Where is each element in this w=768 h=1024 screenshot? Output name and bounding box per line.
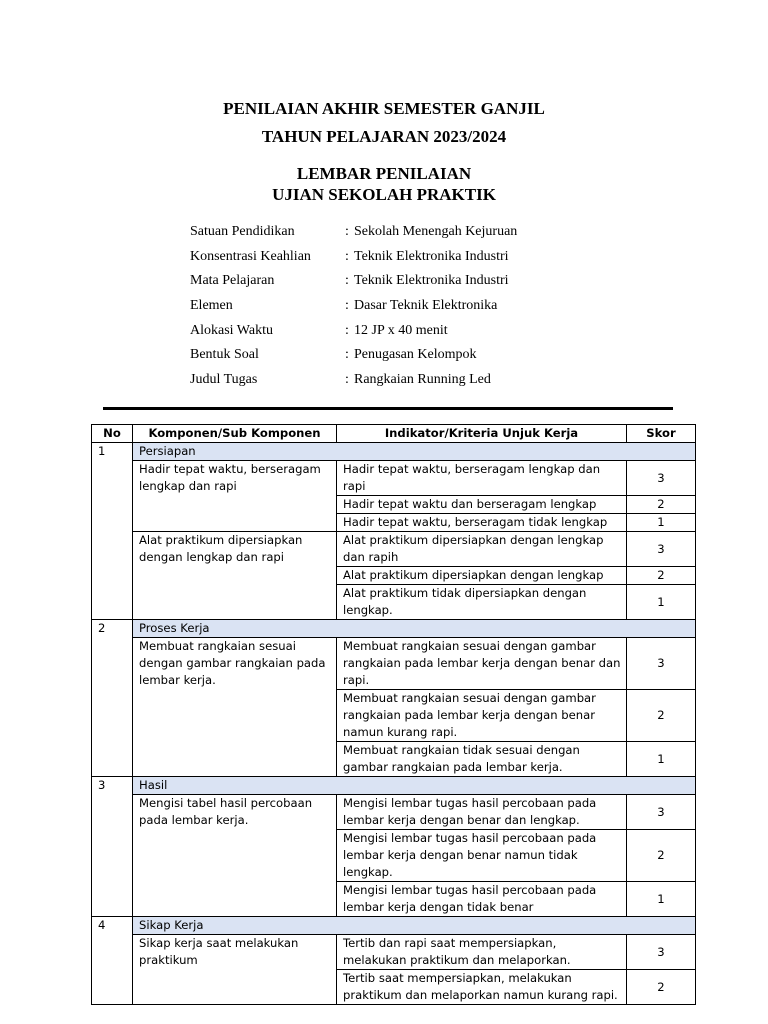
criteria-cell: Mengisi lembar tugas hasil percobaan pada lembar kerja dengan benar dan lengkap. (337, 795, 627, 830)
info-block (190, 224, 517, 397)
component-cell: Alat praktikum dipersiapkan dengan lengkap dan rapi (133, 532, 337, 620)
score-cell: 1 (627, 514, 696, 532)
component-cell: Sikap kerja saat melakukan praktikum (133, 935, 337, 1005)
info-row (190, 323, 517, 348)
academic-year: TAHUN PELAJARAN 2023/2024 (261, 127, 507, 146)
info-row (190, 298, 517, 323)
component-cell: Hadir tepat waktu, berseragam lengkap dan rapi (133, 461, 337, 532)
table-header-row (92, 425, 696, 443)
col-header-score: Skor (627, 425, 696, 443)
col-header-indicator: Indikator/Kriteria Unjuk Kerja (337, 425, 627, 443)
criteria-cell: Alat praktikum tidak dipersiapkan dengan lengkap. (337, 585, 627, 620)
score-cell: 1 (627, 742, 696, 777)
exam-title: PENILAIAN AKHIR SEMESTER GANJIL (223, 99, 545, 118)
info-value: Rangkaian Running Led (354, 372, 491, 388)
info-value: Penugasan Kelompok (354, 347, 477, 363)
score-cell: 3 (627, 935, 696, 970)
criteria-cell: Mengisi lembar tugas hasil percobaan pada lembar kerja dengan benar namun tidak lengkap. (337, 830, 627, 882)
info-value: 12 JP x 40 menit (354, 322, 448, 338)
section-number: 2 (92, 620, 133, 777)
criteria-cell: Alat praktikum dipersiapkan dengan lengkap dan rapih (337, 532, 627, 567)
info-label: Elemen (190, 298, 233, 314)
info-row (190, 372, 517, 397)
col-header-component: Komponen/Sub Komponen (133, 425, 337, 443)
table-row (92, 532, 696, 567)
assessment-table (91, 424, 696, 1005)
criteria-cell: Hadir tepat waktu, berseragam tidak lengkap (337, 514, 627, 532)
info-row (190, 273, 517, 298)
info-value: Sekolah Menengah Kejuruan (354, 224, 518, 239)
info-label: Satuan Pendidikan (190, 224, 295, 239)
table-row (92, 795, 696, 830)
section-title: Hasil (133, 777, 696, 795)
info-row (190, 249, 517, 274)
sheet-subtitle: UJIAN SEKOLAH PRAKTIK (272, 185, 496, 204)
info-label: Konsentrasi Keahlian (190, 248, 311, 264)
score-cell: 2 (627, 496, 696, 514)
section-number: 1 (92, 443, 133, 620)
info-separator: : (345, 248, 349, 264)
criteria-cell: Membuat rangkaian sesuai dengan gambar rangkaian pada lembar kerja dengan benar namun kurang rapi. (337, 690, 627, 742)
table-row (92, 917, 696, 935)
section-title: Persiapan (133, 443, 696, 461)
criteria-cell: Membuat rangkaian tidak sesuai dengan gambar rangkaian pada lembar kerja. (337, 742, 627, 777)
info-value: Teknik Elektronika Industri (354, 273, 509, 289)
info-label: Alokasi Waktu (190, 322, 273, 338)
info-value: Dasar Teknik Elektronika (354, 298, 498, 314)
criteria-cell: Hadir tepat waktu, berseragam lengkap dan rapi (337, 461, 627, 496)
section-title: Proses Kerja (133, 620, 696, 638)
score-cell: 2 (627, 970, 696, 1005)
score-cell: 3 (627, 461, 696, 496)
info-separator: : (345, 298, 349, 314)
info-row (190, 347, 517, 372)
info-value: Teknik Elektronika Industri (354, 248, 509, 264)
divider (103, 407, 673, 410)
table-row (92, 638, 696, 690)
criteria-cell: Mengisi lembar tugas hasil percobaan pada lembar kerja dengan tidak benar (337, 882, 627, 917)
criteria-cell: Hadir tepat waktu dan berseragam lengkap (337, 496, 627, 514)
score-cell: 2 (627, 690, 696, 742)
info-label: Mata Pelajaran (190, 273, 275, 289)
criteria-cell: Tertib saat mempersiapkan, melakukan praktikum dan melaporkan namun kurang rapi. (337, 970, 627, 1005)
info-separator: : (345, 273, 349, 289)
table-row (92, 461, 696, 496)
info-separator: : (345, 322, 349, 338)
section-number: 4 (92, 917, 133, 1005)
score-cell: 1 (627, 585, 696, 620)
info-separator: : (345, 224, 349, 239)
score-cell: 2 (627, 567, 696, 585)
table-row (92, 620, 696, 638)
score-cell: 1 (627, 882, 696, 917)
criteria-cell: Tertib dan rapi saat mempersiapkan, melakukan praktikum dan melaporkan. (337, 935, 627, 970)
component-cell: Mengisi tabel hasil percobaan pada lembar kerja. (133, 795, 337, 917)
info-label: Bentuk Soal (190, 347, 259, 363)
sheet-title: LEMBAR PENILAIAN (296, 164, 472, 183)
info-label: Judul Tugas (190, 372, 258, 388)
score-cell: 3 (627, 638, 696, 690)
component-cell: Membuat rangkaian sesuai dengan gambar rangkaian pada lembar kerja. (133, 638, 337, 777)
score-cell: 2 (627, 830, 696, 882)
info-row (190, 224, 517, 249)
score-cell: 3 (627, 795, 696, 830)
col-header-no: No (92, 425, 133, 443)
criteria-cell: Membuat rangkaian sesuai dengan gambar rangkaian pada lembar kerja dengan benar dan rapi. (337, 638, 627, 690)
section-title: Sikap Kerja (133, 917, 696, 935)
info-separator: : (345, 372, 349, 388)
table-row (92, 777, 696, 795)
score-cell: 3 (627, 532, 696, 567)
table-row (92, 935, 696, 970)
info-separator: : (345, 347, 349, 363)
table-row (92, 443, 696, 461)
section-number: 3 (92, 777, 133, 917)
criteria-cell: Alat praktikum dipersiapkan dengan lengkap (337, 567, 627, 585)
